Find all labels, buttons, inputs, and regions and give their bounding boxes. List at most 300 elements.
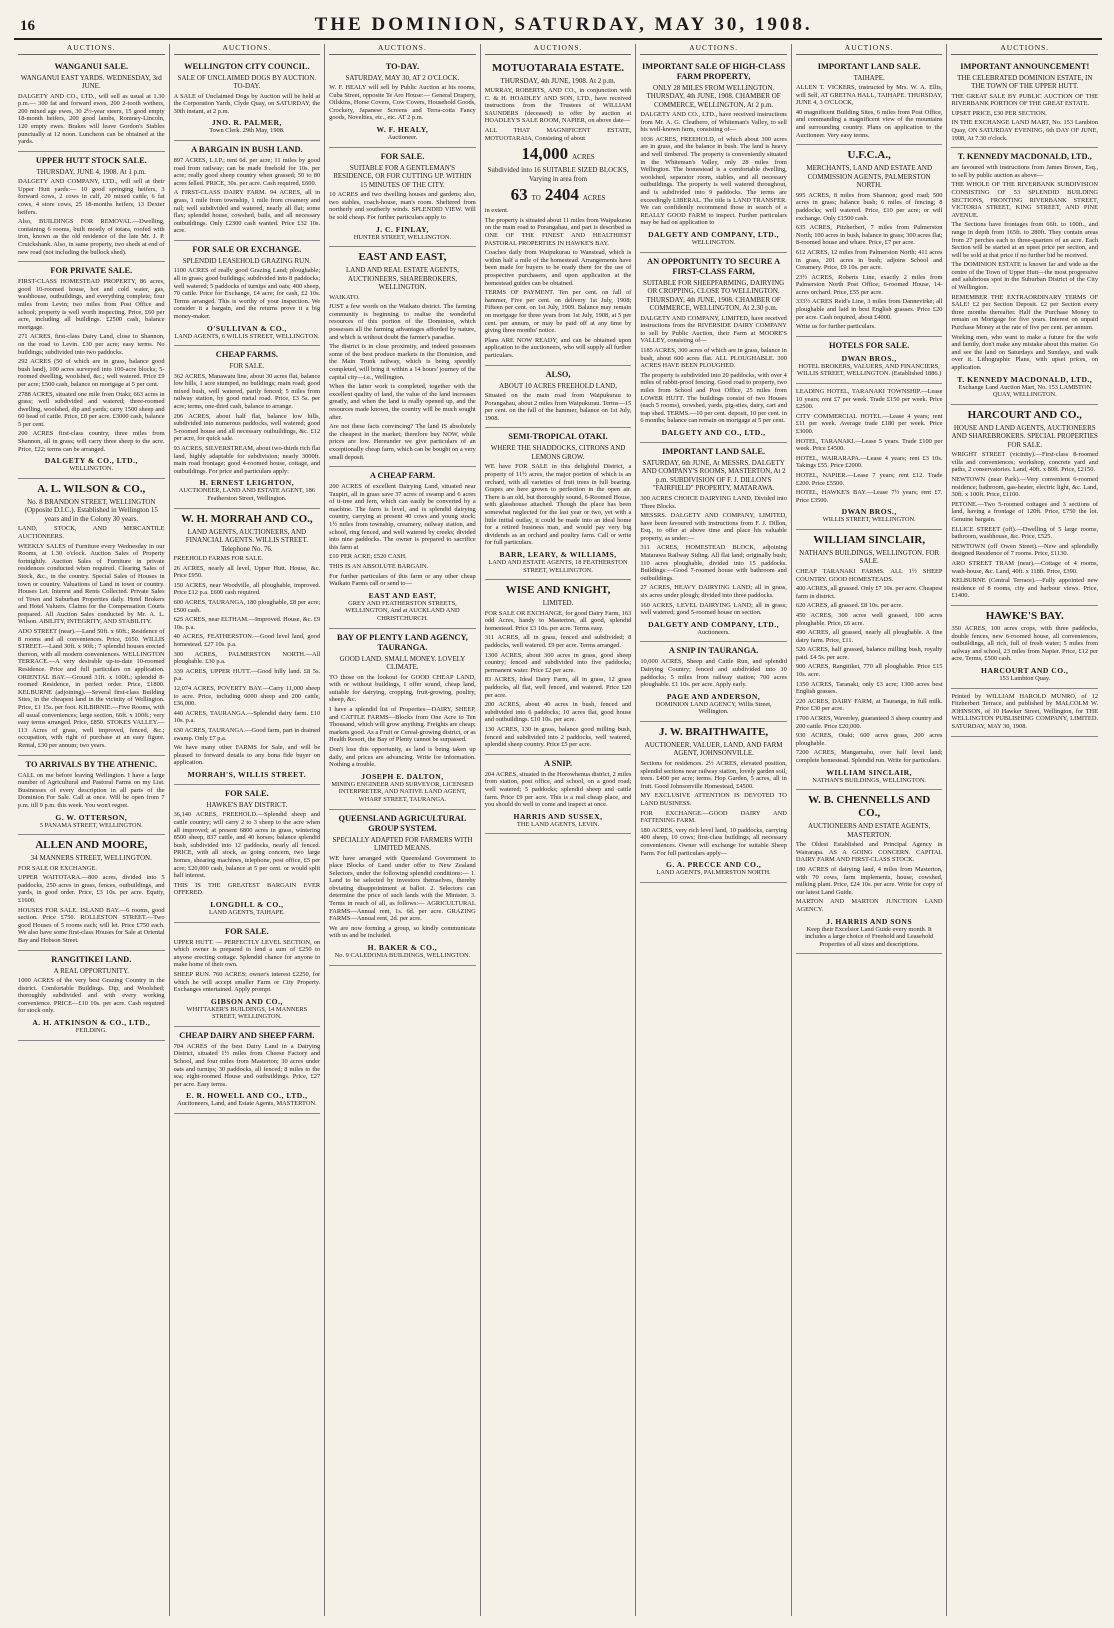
advertisement [951,606,1098,689]
ad-paragraph: 333½ ACRES Reid's Line, 3 miles from Dannevirke; all ploughable and laid in best English grasses. Price £20 per acre. Cash required, about £4000. [795,298,943,321]
column-4 [480,44,636,1616]
ad-paragraph: Write us for further particulars. [795,323,876,331]
ad-paragraph: We are now forming a group, so kindly communicate with us and be included. [329,924,476,940]
ad-paragraph: 450 ACRES, 300 acres well grassed, 100 acres ploughable. Price, £6 acre. [795,611,943,627]
ad-paragraph: 630 ACRES, TAURANGA.—Good farm, part in drained swamp. Only £7 p.a. [173,726,321,742]
ad-paragraph: 300 ACRES CHOICE DAIRYING LAND, Divided into Three Blocks. [640,494,787,510]
ad-paragraph: 204 ACRES, situated in the Horowhenua district, 2 miles from station, post office, and school, on a good road; well watered; 5 paddocks; splendid sheep and cattle farm. Price £9 per acre. This is a real cheap place, and you should do well to come and inspect at once. [484,770,632,809]
ad-paragraph: 93 ACRES, SILVERSTREAM, about two-thirds rich flat land, highly adaptable for subdivision; nearly 3000ft. main road frontage; good 4-roomed house, cottage, and outbuildings. For price and particulars apply: [173,445,321,475]
ad-advertiser: A. H. ATKINSON & CO., LTD., [32,1018,151,1028]
advertisement [640,253,787,443]
column-7 [946,44,1102,1616]
advertisement [796,790,943,954]
ad-address: Keep their Excelsior Land Guide every month. It includes a large choice of Freehold and Leasehold Properties of all sizes and descriptions. [805,925,934,948]
ad-paragraph: Sections for residences. 2½ ACRES, elevated position, splendid sections near railway station, lovely garden soil, trees. £400 per acre; terms. Hop Garden, 5 acres, all in fruit. Good Johnsonville Homestead, £4500. [640,759,787,790]
masthead-spacer [1092,18,1096,35]
advertisement [485,428,632,580]
ad-paragraph: 150 ACRES, near Woodville, all ploughable, improved. Price £12 p.a. £600 cash required. [173,581,321,597]
figure-unit: ACRES [582,194,606,203]
ad-paragraph: The Oldest Established and Principal Agency in Wairarapa. AS A GOING CONCERN. CAPITAL DAIRY FARM AND FIRST-CLASS STOCK. [795,841,943,864]
advertisement [640,722,787,883]
ad-subtitle: SUITABLE FOR A GENTLEMAN'S RESIDENCE, OR FOR CUTTING UP. WITHIN 15 MINUTES OF THE CITY. [333,163,472,189]
ad-title: FOR SALE. [224,788,269,798]
ad-title: A CHEAP FARM. [369,471,436,481]
ad-title: WILLIAM SINCLAIR, [813,533,926,546]
ad-paragraph: KELBURNE (Central Terrace).—Fully appointed new residence of 8 rooms, city and harbour views. Price, £1400. [951,577,1099,600]
ad-address: LAND AGENTS, TAIHAPE. [209,908,285,916]
ad-paragraph: Situated on the main road from Waipukurau to Porangahau, about 2 miles from Waipukurau. Terms—15 per cent. on the fall of the hammer, balance on 1st July, 1908. [484,392,632,422]
ad-paragraph: WE have FOR SALE in this delightful District, a property of 11½ acres, the major portion of which is an orchard, with all varieties of fruit trees in full bearing. Grapes are here grown to perfection in the open air. There is an old, but thoroughly sound, 6-Roomed House, with glasshouse attached. Though the place has been somewhat neglected for the last year or two, yet with a little initial outlay, it could be made into an ideal home for a retired business man, and would pay very big dividends as an orchard and poultry farm. Call or write for full particulars. [484,463,632,547]
ad-subtitle: 34 MANNERS STREET, WELLINGTON. [30,854,152,863]
ad-paragraph: 490 ACRES, all grassed, nearly all ploughable. A fine dairy farm. Price, £11. [795,629,943,644]
ad-title: SEMI-TROPICAL OTAKI. [508,432,608,442]
ad-paragraph: A SALE of Unclaimed Dogs by Auction will be held at the Corporation Yards, Clyde Quay, on SATURDAY, the 30th instant, at 2 p.m. [173,92,321,115]
advertisement [796,58,943,146]
figure-unit: ACRES [572,153,595,162]
ad-paragraph: 27 ACRES, HEAVY DAIRYING LAND; all in grass, six acres under plough; divided into three paddocks. [640,584,787,600]
ad-advertiser: DWAN BROS., [841,507,897,517]
ad-advertiser: DALGETY AND COMPANY, LTD., [648,230,780,239]
advertisement [18,58,165,152]
ad-advertiser: H. BAKER & CO., [367,943,438,953]
ad-paragraph: CALL on me before leaving Wellington. I have a large number of Agricultural and Pastoral Farms on my List. Businesses of every description in all parts of the Dominion For Sale. Call at once. Will be open from 7 p.m. till 9 p.m. this week. You won't regret. [18,771,165,809]
ad-address: WELLINGTON. [69,465,114,473]
ad-address: LAND AGENTS, 6 WILLIS STREET, WELLINGTON. [174,332,320,340]
figure-number: 2404 [544,185,579,205]
ad-title: A. L. WILSON & CO., [37,482,146,495]
ad-paragraph: Subdivided into 16 SUITABLE SIZED BLOCKS, Varying in area from [487,166,629,183]
advertisement [18,152,165,262]
ad-paragraph: THE GREAT SALE BY PUBLIC AUCTION OF THE RIVERBANK PORTION OF THE GREAT ESTATE. [951,92,1099,108]
ad-title: WANGANUI SALE. [54,61,129,71]
ad-paragraph: Coaches daily from Waipukurau to Wanstead, which is within half a mile of the homestead. Arrangements have been made for buyers to be ready there for the use of prospective purchasers, and upon application at the homestead guides can be obtained. [484,249,632,287]
ad-paragraph: 1700 ACRES, Waverley, guaranteed 3 sheep country and 200 cattle. Price £20,000. [795,715,943,730]
advertisement [796,384,943,530]
ad-title: TO-DAY. [385,61,420,71]
ad-address: HOTEL BROKERS, VALUERS, AND FINANCIERS, WILLIS STREET, WELLINGTON. (Established 1886.) [797,362,942,378]
ad-address: WELLINGTON. [691,239,736,246]
ad-advertiser: JOSEPH E. DALTON, [361,771,444,781]
column-heading: AUCTIONS. [174,44,321,55]
advertisement [796,145,943,337]
ad-title: QUEENSLAND AGRICULTURAL GROUP SYSTEM. [338,813,467,833]
ad-advertiser: HARRIS AND SUSSEX, [513,811,603,821]
ad-advertiser: JNO. R. PALMER, [211,118,282,128]
column-heading: AUCTIONS. [329,44,476,55]
ad-paragraph: 612 ACRES, 12 miles from Palmerston North; 411 acres in grass, 201 acres in bush; adjoins School and Creamery. Price, £9 10s. per acre. [795,248,943,272]
advertisement [174,923,321,1027]
ad-paragraph: 897 ACRES, L.I.P.; rent 6d. per acre; 11 miles by good road from railway; can be made freehold for 10s. per acre; really good sheep country when grassed; 50 to 80 acres felled. PRICE, 30s. per acre. Cash required, £600. [173,156,321,187]
ad-paragraph: UPSET PRICE, £30 PER SECTION. [951,109,1047,117]
column-2 [169,44,325,1616]
advertisement [18,262,165,479]
ad-title: W. H. MORRAH AND CO., [181,512,313,525]
ad-title: RANGITIKEI LAND. [51,954,132,964]
ad-address: Town Clerk. 29th May, 1908. [209,127,285,135]
advertisement [485,366,632,429]
ad-paragraph: HOUSES FOR SALE. ISLAND BAY.—6 rooms, good section. Price £750. ROLLESTON STREET.—Two good Houses of 5 rooms each; will let. Price £750 each. We also have some first-class Houses for Sale at Oriental Bay and Hobson Street. [18,906,165,944]
ad-advertiser: H. ERNEST LEIGHTON, [199,478,295,488]
ad-advertiser: BARR, LEARY, & WILLIAMS, [499,549,617,559]
ad-paragraph: REMEMBER THE EXTRAORDINARY TERMS OF SALE! £2 per Section Deposit. £2 per Section every three months thereafter. Half the Purchase Money to remain on Mortgage for five years. Interest on unpaid Purchase Money at the rate of five per cent. per annum. [951,293,1099,332]
ad-paragraph: SHEEP RUN. 760 ACRES; owner's interest £2250, for which he will accept smaller Farm or City Property. Exchanges entertained. Apply prompt. [173,970,321,994]
ad-paragraph: The property is subdivided into 20 paddocks, with over 4 miles of rabbit-proof fencing. Good road to property, two miles from School and Post Office, 25 miles from LOWER HUTT. The buildings consist of two Houses (each 5 rooms), cowshed, yards, pig-sties, dairy, cart and trap shed. TERMS.—10 per cent. deposit, 10 per cent. in 6 months; balance can remain on mortgage at 5 per cent. [640,371,787,425]
ad-paragraph: 160 ACRES, LEVEL DAIRYING LAND; all in grass; well watered; good 5-roomed house on section. [640,601,787,617]
advertisement [329,58,476,148]
ad-paragraph: 36,140 ACRES, FREEHOLD.—Splendid sheep and cattle country; will carry 2 to 3 sheep to the acre when all improved; at present 6800 acres in grass, wintering 8500 sheep, 837 cattle, and 40 horses; balance splendid bush, subdivided into 12 paddocks, nearly all fenced. PRICE, with all stock, as going concern, two large homes, shearing machines, telephone, post office, £5 per acre; £20,000 cash, balance at 5 per cent. or would split half interest. [173,811,321,880]
ad-address: GREY AND FEATHERSTON STREETS, WELLINGTON, And at AUCKLAND AND CHRISTCHURCH. [345,599,460,622]
ad-subtitle: SPLENDID LEASEHOLD GRAZING RUN. [182,256,312,265]
ad-advertiser: GIBSON AND CO., [210,996,283,1006]
ad-title: A SNIP IN TAURANGA. [668,646,759,656]
ad-subtitle: SALE OF UNCLAIMED DOGS BY AUCTION. TO-DAY. [177,73,317,91]
ad-paragraph: 440 ACRES, TAURANGA.—Splendid dairy farm. £10 10s. p.a. [173,709,321,725]
ad-paragraph: 292 ACRES (50 of which are in grass, balance good bush land), 100 acres surveyed into 100-acre blocks; 5-roomed dwelling, woolshed, &c.; well watered. Price £9 per acre; £500 cash, balance on mortgage at 5 per cent. [18,358,165,388]
ad-title: J. W. BRAITHWAITE, [659,725,769,738]
ad-subtitle: No. 8 BRANDON STREET, WELLINGTON (Opposite D.I.C.). Established in Wellington 15 years and in the Colony 30 years. [24,497,158,523]
ad-subtitle: AUCTIONEER, VALUER, LAND, AND FARM AGENT, JOHNSONVILLE. [644,740,783,758]
ad-paragraph: 271 ACRES, first-class Dairy Land, close to Shannon, on the road to Levin. £30 per acre; easy terms. No buildings; subdivided into two paddocks. [18,333,165,356]
ad-title: BAY OF PLENTY LAND AGENCY, TAURANGA. [337,632,468,652]
column-heading: AUCTIONS. [796,44,943,55]
ad-title: FOR SALE OR EXCHANGE. [192,244,302,254]
ad-paragraph: PETONE.—Two 5-roomed cottages and 3 sections of land, having a frontage of 120ft. Price, £750 the lot. Genuine bargain. [951,500,1099,524]
ad-subtitle: NATHAN'S BUILDINGS, WELLINGTON. FOR SALE. [799,548,940,566]
ad-advertiser: E. R. HOWELL AND CO., LTD., [186,1091,308,1101]
ad-paragraph: IN THE EXCHANGE LAND MART, No. 153 Lambton Quay, ON SATURDAY EVENING, 6th DAY OF JUNE, 1908, At 7.30 o'clock. [951,119,1099,142]
advertisement [329,148,476,247]
ad-paragraph: LAND, STOCK, AND MERCANTILE AUCTIONEERS. [18,525,165,540]
advertisement [796,530,943,790]
page-number: 16 [20,18,35,34]
ad-address: Auctioneers, Land, and Estate Agents, MASTERTON. [177,1100,317,1108]
ad-address: 5 PANAMA STREET, WELLINGTON. [39,821,143,829]
advertisement [640,443,787,643]
ad-title: IMPORTANT LAND SALE. [662,446,766,456]
ad-paragraph: are favoured with instructions from James Brown, Esq., to sell by public auction as above— [951,164,1099,179]
ad-paragraph: DALGETY AND CO., LTD., have received instructions from Mr. A. G. Cleathero, of Whiteman's Valley, to sell his well-known farm, consisting of— [640,111,787,134]
ad-subtitle: MERCHANTS, LAND AND ESTATE AND COMMISSION AGENTS, PALMERSTON NORTH. [806,164,932,190]
ad-paragraph: TO those on the lookout for GOOD CHEAP LAND, with or without buildings, I offer sound, cheap land, suitable for dairying, cropping, fruit-growing, poultry, sheep, &c. [329,673,476,704]
ad-paragraph: ARO STREET TRAM (near).—Cottage of 4 rooms, wash-house, &c. Land, 40ft. x 118ft. Price, £390. [951,560,1099,575]
figure-number: 63 [510,185,528,205]
ad-paragraph: 520 ACRES, half grassed, balance milling bush, royalty paid. £4 5s. per acre. [795,646,943,661]
ad-address: No. 9 CALEDONIA BUILDINGS, WELLINGTON. [334,952,471,960]
ad-title: CHEAP DAIRY AND SHEEP FARM. [179,1030,315,1040]
ad-advertiser: MORRAH'S, WILLIS STREET. [187,769,307,779]
ad-paragraph: Are not these facts convincing? The land IS absolutely the cheapest in the market; therefore buy NOW, while prices are low. Hereunder we give particulars of an exceptionally cheap farm, which can be bought on a very small deposit. [329,423,476,461]
ad-paragraph: JUST a few words on the Waikato district. The farming community is beginning to realise the wonderful resources of this portion of the Dominion, which possesses all the farming advantages afforded by nature, and which is without doubt the farmer's paradise. [329,303,476,341]
ad-paragraph: 1185 ACRES, 300 acres of which are in grass, balance in bush, about 600 acres flat. ALL PLOUGHABLE. 300 ACRES HAVE BEEN PLOUGHED. [640,346,787,370]
ad-paragraph: 26 ACRES, nearly all level, Upper Hutt. House, &c. Price £950. [173,564,321,580]
column-heading: AUCTIONS. [640,44,787,55]
advertisement [485,58,632,366]
column-1 [14,44,169,1616]
ad-paragraph: in extent. [484,207,509,215]
ad-advertiser: G. A. PRECCE AND CO., [665,860,762,870]
ad-paragraph: WE have arranged with Queensland Government to place Blocks of Land under offer to New Zealand Selectors, under the following splendid conditions:— 1. Land to be selected by investors themselves, thereby obviating disappointment at ballot. 2. Selectors can determine the price of such lands with the Minister. 3. Terms in reach of all, as follows:— AGRICULTURAL FARMS—Annual rent, 1s. 6d. per acre. GRAZING FARMS—Annual rent, 2d. per acre. [329,854,476,923]
ad-subtitle: SUITABLE FOR SHEEPFARMING, DAIRYING OR CROPPING, CLOSE TO WELLINGTON. THURSDAY, 4th JUNE, 1908. CHAMBER OF COMMERCE, WELLINGTON, At 2.30 p.m. [642,278,785,313]
ad-address: NATHAN'S BUILDINGS, WELLINGTON. [812,776,927,784]
ad-paragraph: 995 ACRES, 8 miles from Shannon; good road; 500 acres in grass; balance bush; 6 miles of fencing; 8 paddocks; well watered. Price, £10 per acre; or will exchange. Only £1500 cash. [795,191,943,222]
ad-title: FOR PRIVATE SALE. [50,266,133,276]
ad-advertiser: T. KENNEDY MACDONALD, LTD., [957,374,1093,384]
ad-paragraph: FOR SALE OR EXCHANGE, for good Dairy Farm, 163 odd Acres, handy to Masterton, all good, splendid homestead. Price £3 10s. per acre. Terms easy. [484,609,632,632]
ad-paragraph: 1300 ACRES, about 300 acres in grass, good sheep country; fenced and subdivided into five paddocks; permanent water. Price £2 per acre. [484,651,632,674]
ad-subtitle: FOR SALE. [229,362,265,371]
column-heading: AUCTIONS. [18,44,165,55]
ad-paragraph: FOR EXCHANGE.—GOOD DAIRY AND FATTENING FARM. [640,809,787,825]
ad-paragraph: 1100 ACRES of really good Grazing Land; ploughable; all in grass; good buildings; subdivided into 8 paddocks; well watered; 5 paddocks of turnips and oats; 400 sheep, 70 cattle. Price for Exchange, £4 acre; for cash, £2 10s. Terms arranged. This is worthy of your inspection. We consider it a bargain, and the returns prove it a big money-maker. [173,267,321,320]
advertisement [796,337,943,384]
ad-paragraph: 620 ACRES, all grassed. £8 10s. per acre. [795,602,903,610]
ad-title: IMPORTANT LAND SALE. [817,61,921,71]
ad-paragraph: Also, BUILDINGS FOR REMOVAL.—Dwelling, containing 6 rooms, built mostly of totara, roofed with iron, known as the old residence of the late Mr. J. P. Cruickshank. Also, in same property, two sheds at end of new road (not including the bullock shed). [18,218,165,256]
advertisement [329,629,476,810]
ad-address: Auctioneer. [387,134,418,142]
ad-title: FOR SALE. [224,926,269,936]
ad-paragraph: HOTEL, WAIRARAPA.—Lease 4 years; rent £3 10s. Takings £55. Price £2000. [795,454,943,470]
ad-paragraph: I have a splendid list of Properties—DAIRY, SHEEP, and CATTLE FARMS—Blocks from One Acre to Ten Thousand, which will grow anything. Freights are cheap; markets good. As a Fruit or Cereal-growing district, or as Health Resort, the Bay of Plenty cannot be surpassed. [329,705,476,744]
ad-paragraph: MARTON AND MARTON JUNCTION LAND AGENCY. [795,898,943,913]
advertisement [174,509,321,785]
ad-advertiser: PAGE AND ANDERSON, [666,691,761,701]
ad-address: WHITTAKER'S BUILDINGS, 14 MANNERS STREET, WELLINGTON. [186,1005,308,1021]
ad-paragraph: 23½ ACRES, Roberts Line, exactly 2 miles from Palmerston North Post Office; 6-roomed House, 14-acres orchard. Price, £55 per acre. [795,273,943,296]
advertisement [18,951,165,1041]
ad-paragraph: FOR SALE OR EXCHANGE. [18,864,97,872]
ad-paragraph: 220 ACRES, DAIRY FARM, at Tauranga, in full milk. Price £30 per acre. [795,697,943,713]
ad-paragraph: MY EXCLUSIVE ATTENTION IS DEVOTED TO LAND BUSINESS. [640,792,787,807]
ad-subtitle: THURSDAY, JUNE 4, 1908. At 1 p.m. [36,167,147,176]
ad-subtitle: LAND AND REAL ESTATE AGENTS, AUCTIONEERS, SHAREBROKERS, WELLINGTON. [345,266,459,292]
ad-paragraph: 311 ACRES, all in grass, fenced and subdivided; 8 paddocks, well watered. £9 per acre. Terms arranged. [484,634,632,649]
ad-paragraph: W. F. HEALY will sell by Public Auction at his rooms, Cuba Street, opposite Te Aro House:— General Drapery, Oilskins, Horse Covers, Cow Covers, Household Goods, Crockery, Japanese Screens and Terra-cotta Fancy goods, Novelties, etc., etc. AT 2 p.m. [329,84,476,122]
ad-advertiser: O'SULLIVAN & CO., [206,323,287,333]
ad-advertiser: DALGETY AND COMPANY, LTD., [648,619,780,629]
ad-title: EAST AND EAST, [358,251,447,264]
advertisement [174,346,321,508]
ad-address: AUCTIONEER, LAND AND ESTATE AGENT, 186 Featherston Street, Wellington. [178,487,315,502]
advertisement [951,148,1098,405]
ad-paragraph: 12,074 ACRES, POVERTY BAY.—Carry 11,000 sheep to acre. Price, including 6000 sheep and 200 cattle, £36,000. [173,684,321,708]
ad-subtitle: WHERE THE SHADDOCKS, CITRONS AND LEMONS GROW. [490,444,626,461]
ad-paragraph: HOTEL, NAPIER.—Lease 7 years; rent £12. Trade £200. Price £5500. [795,471,943,487]
ad-subtitle: SATURDAY, MAY 30, AT 2 O'CLOCK. [345,73,460,82]
ad-advertiser: G. W. OTTERSON, [55,812,128,822]
ad-paragraph: HOTEL, TARANAKI.—Lease 5 years. Trade £100 per week. Price £4500. [795,437,943,453]
advertisement [640,642,787,722]
ad-paragraph: 339 ACRES, UPPER HUTT.—Good hilly land. £8 5s. p.a. [173,667,321,683]
ad-address: HUNTER STREET, WELLINGTON. [353,233,452,241]
ad-advertiser: EAST AND EAST, [368,590,437,600]
advertisement [329,467,476,629]
ad-title: HOTELS FOR SALE. [829,340,910,350]
ad-title: A SNIP. [543,758,573,768]
ad-paragraph: Plans ARE NOW READY, and can be obtained upon application to the auctioneers, who will supply all further particulars. [484,336,632,359]
advertisement [951,405,1098,606]
ad-paragraph: The property is situated about 11 miles from Waipukurau on the main road to Porangahau, and part is described as ONE OF THE FINEST AND HEALTHIEST PASTORAL PROPERTIES IN HAWKE'S BAY. [484,216,632,247]
ad-title: U.F.C.A., [847,149,891,162]
ad-paragraph: 625 ACRES, near ELTHAM.—Improved. House, &c. £9 10s. p.a. [173,616,321,631]
ad-title: WELLINGTON CITY COUNCIL. [184,61,310,71]
ad-subtitle: HOUSE AND LAND AGENTS, AUCTIONEERS AND SHAREBROKERS. SPECIAL PROPERTIES FOR SALE. [951,423,1098,449]
ad-title: CHEAP FARMS. [215,350,278,360]
ad-subtitle: THURSDAY, 4th JUNE, 1908. At 2 p.m. [500,76,616,85]
ad-title: MOTUOTARAIA ESTATE. [492,61,625,74]
ad-paragraph: FIRST-CLASS HOMESTEAD PROPERTY, 86 acres, good 10-roomed house, hot and cold water, gas, washhouse, outbuildings, and everything complete; four miles from Levin; two miles from Post Office and school; property is well worth inspecting. Price, £60 per acre, including all buildings. £2500 cash, balance mortgage. [18,278,165,331]
ad-paragraph: 200 ACRES, about 40 acres in bush, fenced and subdivided into 6 paddocks; 10 acres flat, good house and outbuildings. £10 10s. per acre. [484,701,632,724]
ad-paragraph: ADO STREET (near).—Land 50ft. x 60ft.; Residence of 8 rooms and all conveniences. Price, £650. WILLIS STREET.—Land 30ft. x 90ft.; 7 splendid houses erected thereon, with all modern conveniences. WELLINGTON TERRACE.—A very desirable up-to-date 10-roomed Residence. Price and full particulars on application. ORIENTAL BAY.—Ground 31ft. x 100ft.; splendid 8-roomed Residence, in perfect order. Price, £1800. KELBURNE (adjoining).—Several first-class Building Sites, in the cheapest land in the vicinity of Wellington. Price, £1 15s. per foot. KILBIRNIE.—Five Rooms, with all usual conveniences; large section, 66ft. x 100ft.; very easy terms arranged. Price, £850. STOKES VALLEY.—113 Acres of grass, well improved, fenced, &c.; occupation, with right of purchase at an easy figure. Rental, £30 per annum; two years. [18,628,165,749]
advertisement [174,1027,321,1114]
ad-paragraph: The district is in close proximity, and indeed possesses some of the best produce markets in the Dominion, and the Main Trunk railway, which is being speedily completed, will bring it within a 14 hours' journey of the capital city—i.e., Wellington. [329,343,476,381]
advertisement [951,58,1098,149]
advertisement [174,58,321,141]
ad-paragraph: 83 ACRES, Ideal Dairy Farm, all in grass, 12 grass paddocks, all flat, well fenced, and watered. Price £20 per acre. [484,676,632,699]
ad-title: IMPORTANT ANNOUNCEMENT! [960,61,1090,71]
newspaper-title: THE DOMINION, SATURDAY, MAY 30, 1908. [314,14,813,35]
ad-title: TO ARRIVALS BY THE ATHENIC. [25,759,158,769]
ad-big-figure [485,186,632,204]
ad-paragraph: UPPER WAITOTARA.—800 acres, divided into 5 paddocks, 250 acres in grass, fences, outbuildings, and yards, in good order. Price, £3 10s. per acre. Equity, £1600. [18,874,165,904]
ad-address: LAND AGENTS, PALMERSTON NORTH. [656,869,771,877]
ad-subtitle: THE CELEBRATED DOMINION ESTATE, IN THE TOWN OF THE UPPER HUTT. [957,73,1093,91]
ad-address: Exchange Land Auction Mart, No. 153 LAMBTON QUAY, WELLINGTON. [958,383,1092,399]
advertisement [18,835,165,950]
ad-paragraph: £10 PER ACRE; £520 CASH. [329,553,407,561]
advertisement [485,580,632,755]
column-heading: AUCTIONS. [951,44,1098,55]
ad-advertiser: J. HARRIS AND SONS [826,916,913,926]
ad-title: HARCOURT AND CO., [967,408,1082,421]
ad-subtitle: GOOD LAND. SMALL MONEY. LOVELY CLIMATE. [339,654,466,672]
columns-container [14,44,1102,1616]
ad-advertiser: DWAN BROS., [841,353,897,363]
ad-paragraph: 200 ACRES first-class country, three miles from Shannon, all in grass; will carry three sheep to the acre. Price, £22; terms can be arranged. [18,430,165,453]
ad-advertiser: DALGETY & CO., LTD., [44,456,138,466]
ad-title: W. B. CHENNELLS AND CO., [808,794,931,820]
masthead [14,14,1102,40]
ad-advertiser: LONGDILL & CO., [210,899,284,909]
advertisement [329,810,476,966]
advertisement [18,479,165,756]
ad-title: AN OPPORTUNITY TO SECURE A FIRST-CLASS FARM, [647,256,781,276]
ad-paragraph: ELLICE STREET (off).—Dwelling of 5 large rooms, bathroom, washhouse, &c. Price, £525. [951,525,1099,541]
ad-paragraph: THIS IS THE GREATEST BARGAIN EVER OFFERED. [173,881,321,897]
ad-paragraph: 2788 ACRES, situated one mile from Otaki; 663 acres in grass; well subdivided and watered; three-roomed dwelling, woolshed, dip and yards; carry 1500 sheep and 60 head of cattle. Price, £8 per acre. £3000 cash, balance 5 per cent. [18,390,165,428]
ad-paragraph: CHEAP TARANAKI FARMS. ALL 1½ SHEEP COUNTRY. GOOD HOMESTEADS. [795,567,943,583]
ad-paragraph: 180 ACRES, very rich level land, 10 paddocks, carrying 400 sheep, 10 cows; first-class buildings; all necessary conveniences. Owner will exchange for suitable Sheep Farm. For full particulars apply— [640,826,787,857]
ad-advertiser: W. F. HEALY, [376,125,429,135]
ad-paragraph: 10 ACRES and two dwelling houses and gardens; also, two stables, coach-house, man's room. Sheltered from northerly and southerly winds. SPLENDID VIEW. Will be sold cheap. For further particulars apply to [329,191,476,221]
ad-advertiser: HARCOURT AND CO., [981,665,1069,675]
figure-number: 14,000 [521,144,569,164]
ad-subtitle: LAND AGENTS, AUCTIONEERS, AND FINANCIAL AGENTS. WILLIS STREET. Telephone No. 76. [185,527,308,553]
ad-address: FEILDING. [75,1027,107,1035]
ad-subtitle: ONLY 28 MILES FROM WELLINGTON. THURSDAY, 4th JUNE, 1908. CHAMBER OF COMMERCE, WELLINGTON, At 2 p.m. [646,83,781,109]
ad-address: WILLIS STREET, WELLINGTON. [822,516,916,524]
ad-paragraph: THE WHOLE OF THE RIVERBANK SUBDIVISION CONSISTING OF 53 SPLENDID BUILDING SECTIONS, FRONTING RIVERBANK STREET, VICTORIA STREET, KING STREET, AND PINE AVENUE. [951,181,1099,219]
ad-subtitle: SPECIALLY ADAPTED FOR FARMERS WITH LIMITED MEANS. [332,835,473,852]
ad-paragraph: WRIGHT STREET (vicinity).—First-class 8-roomed villa and conveniences; workshop, concrete yard and paths, 2 conservatories. Land, 40ft. x 80ft. Price, £2150. [951,451,1099,474]
ad-subtitle: LIMITED. [542,599,574,608]
ad-paragraph: For further particulars of this farm or any other cheap Waikato Farms call or send to— [329,572,476,588]
ad-title: A BARGAIN IN BUSH LAND. [191,144,303,154]
advertisement [174,241,321,346]
ad-paragraph: LEADING HOTEL, TARANAKI TOWNSHIP.—Lease 10 years; rent £7 per week. Trade £150 per week. Price £2500. [795,388,943,411]
advertisement [174,141,321,241]
ad-paragraph: 130 ACRES, 130 in grass, balance good milling bush, fenced and subdivided into 2 paddocks, well watered, splendid sheep country. Price £5 per acre. [484,725,632,749]
ad-title: HAWKE'S BAY. [985,609,1064,622]
ad-paragraph: DALGETY AND COMPANY, LTD., will sell at their Upper Hutt yards:— 10 good springing heifers, 3 forward cows, 2 cows in calf, 20 mixed cattle, 6 fat cows, 4 store cows, 25 18-months heifers, 13 Dexter heifers. [18,178,165,216]
ad-paragraph: WAIKATO. [329,293,360,301]
ad-title: IMPORTANT SALE OF HIGH-CLASS FARM PROPERTY, [642,61,786,81]
ad-paragraph: NEWTOWN (near Park).—Very convenient 6-roomed residence; bathroom, gas-heater, electric light, &c. Land, 30ft. x 100ft. Price, £1100. [951,476,1099,499]
ad-paragraph: 704 ACRES of the best Dairy Land in a Dairying District, situated 1½ miles from Cheese Factory and School, and four miles from Masterton; 30 acres under oats and turnips; 30 paddocks, all fenced; 8 miles to the sea; eight-roomed House and outbuildings. Price, £27 per acre. Easy terms. [173,1042,321,1088]
ad-address: Auctioneers. [697,628,730,636]
ad-address: MINING ENGINEER AND SURVEYOR, LICENSED INTERPRETER, AND NATIVE LAND AGENT, WHARF STREET, TAURANGA. [331,780,474,803]
ad-paragraph: 40 magnificent Building Sites, 6 miles from Post Office, and commanding a magnificent view of the mountains and surrounding country. Plans on application to the Auctioneer. Very easy terms. [795,108,943,139]
ad-paragraph: 1000 ACRES of the very best Grazing Country in the district. Comfortable Buildings. Dip, and Woolshed; thoroughly subdivided and with every working convenience. PRICE—£10 10s. per acre. Cash required for stock only. [18,977,165,1015]
ad-advertiser: J. C. FINLAY, [375,224,429,234]
ad-paragraph: DALGETY AND COMPANY, LIMITED, have received instructions from the RIVERSIDE DAIRY COMPANY to sell by Public Auction, their Farm at MOORE'S VALLEY, consisting of— [640,314,787,345]
ad-paragraph: 300 ACRES, PALMERSTON NORTH.—All ploughable. £30 p.a. [173,650,321,666]
ad-paragraph: 1036 ACRES, FREEHOLD, of which about 300 acres are in grass, and the balance in bush. The land is heavy and well timbered. The property is conveniently situated in the Whiteman's Valley, only 28 miles from Wellington. The homestead is a comfortable dwelling, woolshed, separator room, stables, and all necessary outbuildings. The property is well watered throughout, and is subdivided into 9 paddocks. The terms are exceedingly LIBERAL. The title is LAND TRANSFER. We can confidently recommend those in search of a REALLY GOOD FARM to inspect. Further particulars may be had on application to [640,135,787,227]
advertisement [174,785,321,923]
ad-paragraph: Don't lose this opportunity, as land is being taken up daily, and prices are advancing. Write for information. Nothing a trouble. [329,745,476,769]
ad-paragraph: 930 ACRES, Otaki; 600 acres grass, 200 acres ploughable. [795,732,943,747]
advertisement [329,247,476,467]
column-6 [791,44,947,1616]
column-heading: AUCTIONS. [485,44,632,55]
ad-paragraph: 350 ACRES, 100 acres crops, with three paddocks, double fences, new 6-roomed house, all conveniences, outbuildings, all rich, full of fresh water; 5 miles from railway and school, 23 miles from Napier. Price, £12 per acre. Terms, £500 cash. [951,624,1099,663]
column-3 [324,44,480,1616]
ad-paragraph: ALLEN T. VICKERS, instructed by Mrs. W. A. Ellis, will Sell, AT GRETNA HALL, TAIHAPE. THURSDAY, JUNE 4, 3 O'CLOCK, [795,84,943,107]
ad-paragraph: 1350 ACRES, Taranaki, only £3 acre; 1300 acres best English grasses. [795,680,943,696]
ad-paragraph: FREEHOLD FARMS FOR SALE. [173,555,263,563]
ad-title: T. KENNEDY MACDONALD, LTD., [957,152,1092,162]
ad-paragraph: 40 ACRES, FEATHERSTON.—Good level land, good homestead. £27 10s. p.a. [173,633,321,648]
ad-paragraph: 7200 ACRES, Mangamahu, over half level land; complete homestead. Splendid run. Write for particulars. [795,749,943,764]
ad-paragraph: DALGETY AND CO., LTD., will sell as usual at 1.30 p.m.— 300 fat and forward ewes, 200 2-tooth wethers, 200 mixed age ewes, 30 2½-year steers, 15 good empty 18-month heifers, 200 good lambs, Romney-Lincoln, 120 empty ewes. Brakes will leave Gordon's Stables punctually at 12 noon. Luncheon can be obtained at the yards. [18,92,165,146]
ad-paragraph: UPPER HUTT. — PERFECTLY LEVEL SECTION, on which owner is prepared to lend a sum of £250 to anyone erecting cottage. Splendid chance for anyone to make home of their own. [173,938,321,969]
ad-subtitle: SATURDAY, 6th JUNE, At MESSRS. DALGETY AND COMPANY'S ROOMS, MASTERTON, At 2 p.m. SUBDIVISION OF F. J. DILLON'S "FAIRFIELD" PROPERTY, MATARAWA. [641,458,786,493]
ad-paragraph: Printed by WILLIAM HAROLD MUNRO, of 12 Fitzherbert Terrace, and published by MALCOLM W. JOHNSON, of 10 Hawker Street, Wellington, for THE WELLINGTON PUBLISHING COMPANY, LIMITED. SATURDAY, MAY 30, 1908. [951,692,1099,730]
ad-paragraph: TERMS OF PAYMENT. Ten per cent. on fall of hammer, Five per cent. on delivery 1st July, 1908; Fifteen per cent. on 1st July, 1909. Balance may remain on mortgage for three years from 1st July, 1908, at 5 per cent. per annum, or may be paid off at any time by giving three months' notice. [484,289,632,335]
ad-address: DOMINION LAND AGENCY, Willis Street, Wellington. [655,700,772,716]
ad-paragraph: When the latter work is completed, together with the excellent quality of land, the value of the land increases greatly, and when the land is really opened up, and the resources made known, the country will be much sought after. [329,383,476,421]
ad-title: WISE AND KNIGHT, [505,584,611,597]
ad-paragraph: THIS IS AN ABSOLUTE BARGAIN. [329,563,429,571]
ad-paragraph: 400 ACRES, all grassed. Only £7 10s. per acre. Cheapest farm in district. [795,585,943,600]
ad-paragraph: We have many other FARMS for Sale, and will be pleased to forward details to any bona fide buyer on application. [173,744,321,767]
advertisement [18,756,165,836]
ad-big-figure [485,145,632,163]
figure-unit: TO [531,194,541,203]
ad-advertiser: DALGETY AND CO., LTD., [661,427,766,437]
ad-title: UPPER HUTT STOCK SALE. [35,155,147,165]
ad-paragraph: MESSRS. DALGETY AND COMPANY, LIMITED, have been favoured with instructions from F. J. Dillon, Esq., to offer at above time and place his valuable property, as under:— [640,512,787,542]
ad-paragraph: CITY COMMERCIAL HOTEL.—Lease 4 years; rent £11 per week. Average trade £180 per week. Price £3000. [795,412,943,435]
ad-paragraph: NEWTOWN (off Owen Street).—New and splendidly designed Residence of 7 rooms. Price, £1130. [951,542,1099,558]
ad-paragraph: The Sections have frontages from 66ft. to 100ft., and range in depth from 165ft. to 280ft. They contain areas from 27 perches each to three-quarters of an acre. Each Section will be started at an upset price per section, and will be sold at that price if no further bid be received. [951,221,1099,259]
ad-paragraph: A FIRST-CLASS DAIRY FARM. 94 ACRES, all in grass, 1 mile from township, 1 mile from creamery and rail; well subdivided and watered, nearly all flat; some flax; splendid house, cowshed, bails, and all necessary outbuildings. Only £2300 cash wanted. Price £32 10s. acre. [173,189,321,235]
ad-paragraph: 10,000 ACRES, Sheep and Cattle Run, and splendid Dairying Country; fenced and subdivided into 10 paddocks; 5 miles from railway station; 700 acres ploughable. £1 10s. per acre. Apply early. [640,658,787,689]
ad-address: LAND AND ESTATE AGENTS, 18 FEATHERSTON STREET, WELLINGTON. [488,558,628,574]
ad-subtitle: WANGANUI EAST YARDS. WEDNESDAY, 3rd JUNE. [20,73,162,91]
ad-paragraph: ALL THAT MAGNIFICENT ESTATE, MOTUOTARAIA, Consisting of about [484,127,632,142]
ad-paragraph: HOTEL, HAWKE'S BAY.—Lease 7½ years; rent £7. Price £3500. [795,489,943,504]
